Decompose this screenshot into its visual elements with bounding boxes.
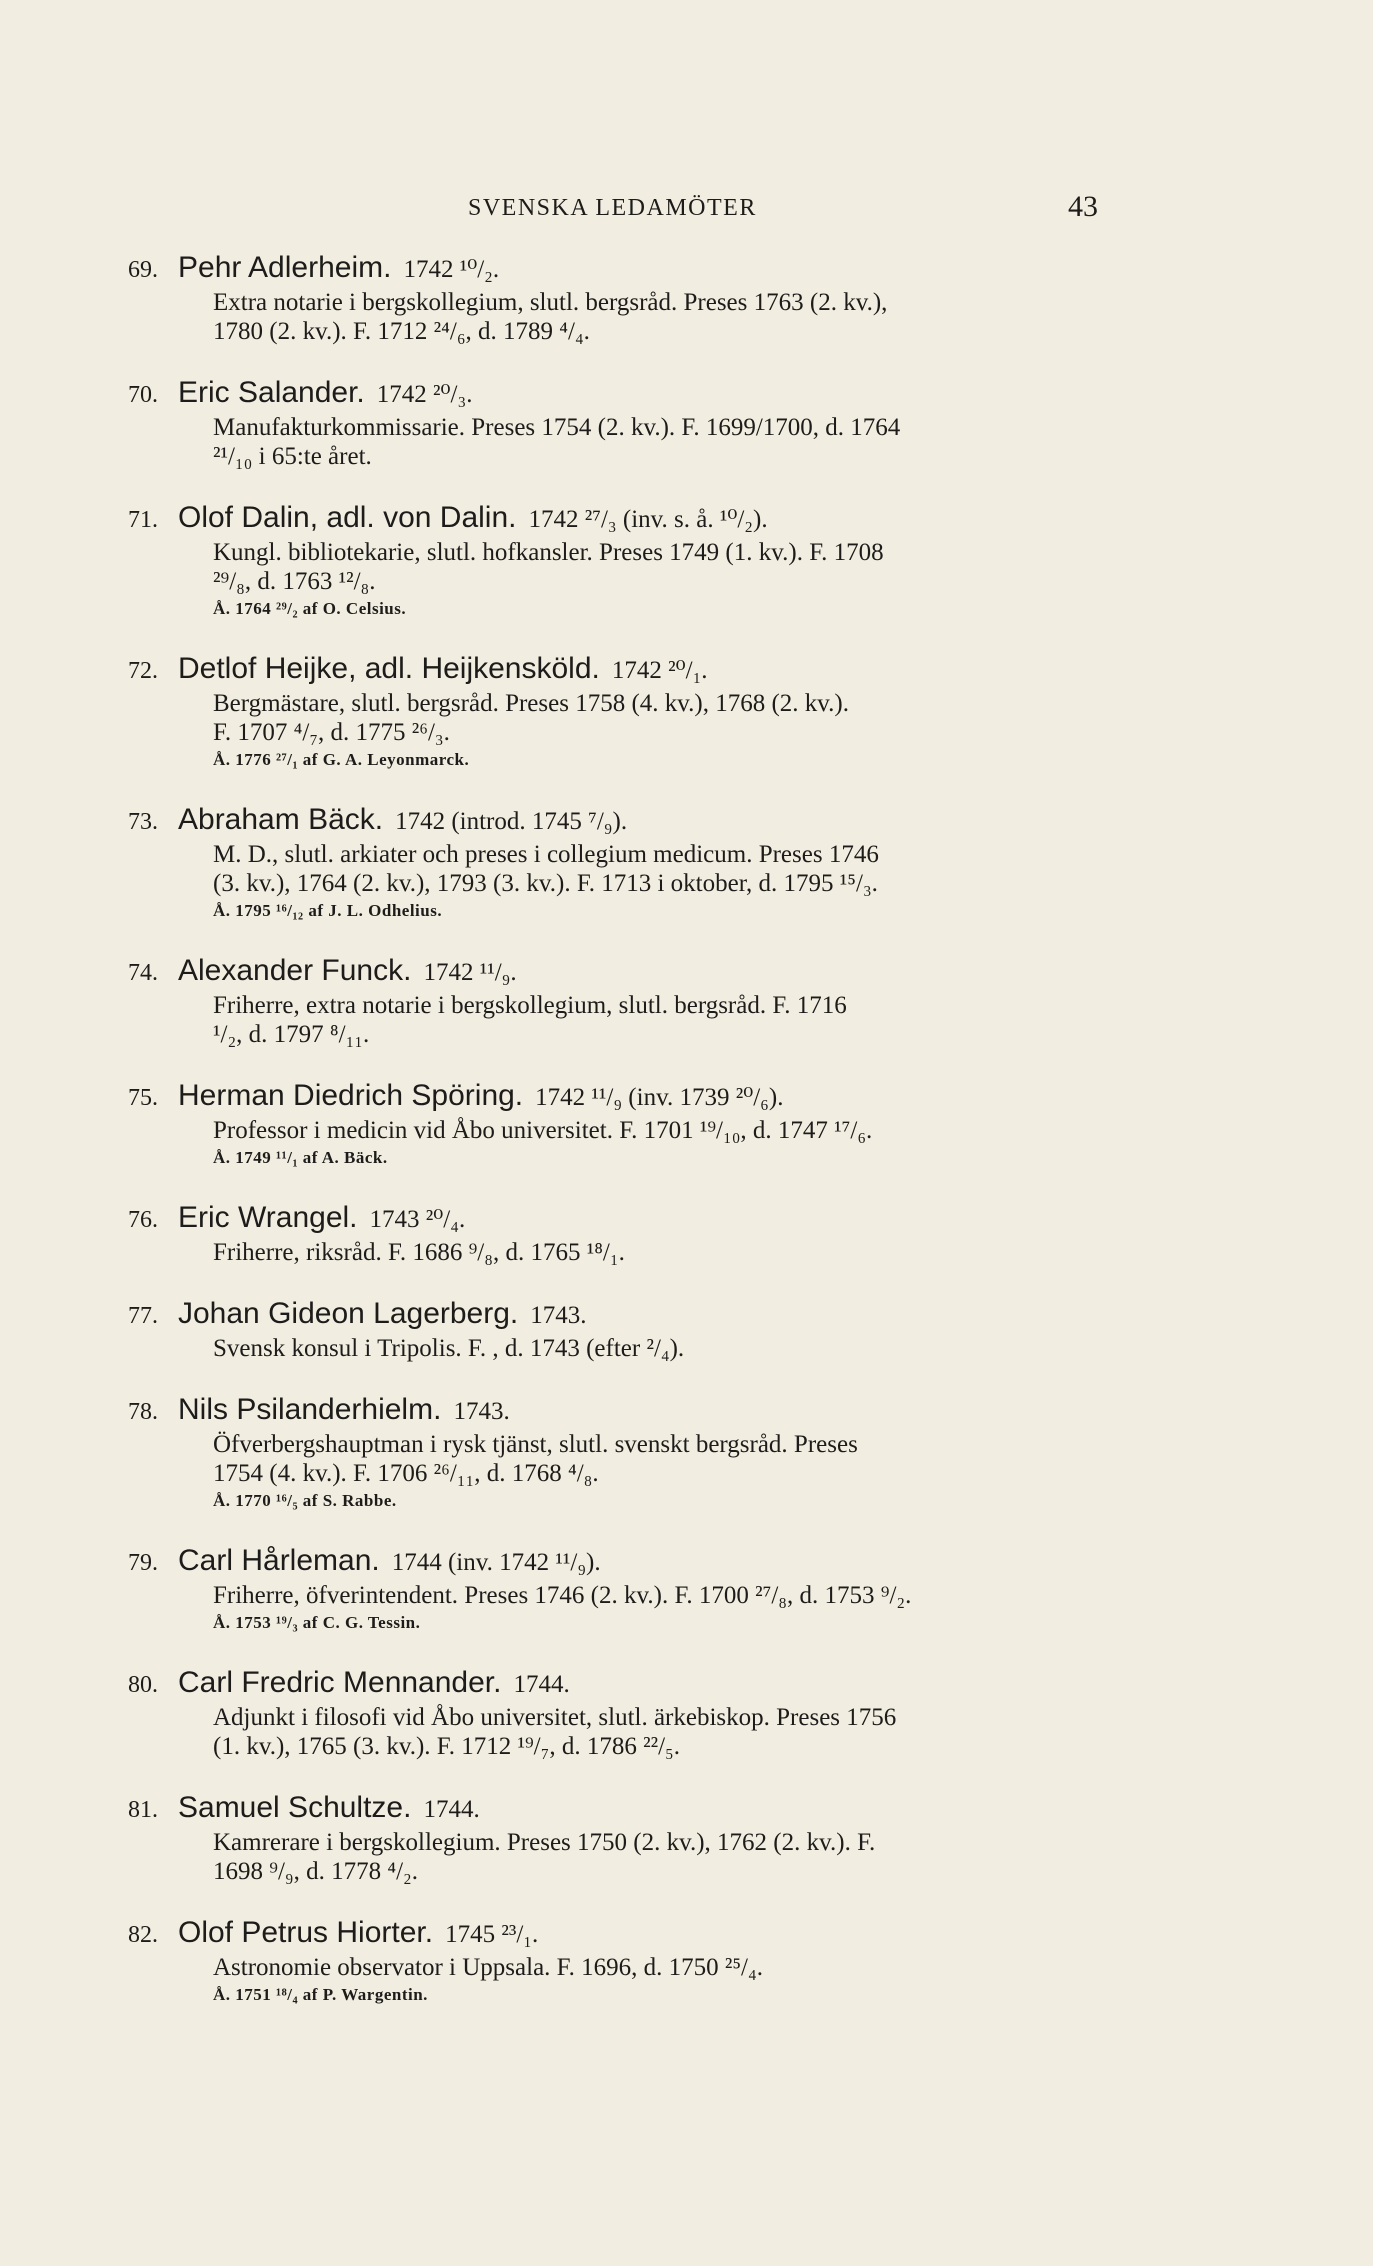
member-entry — [128, 500, 1128, 622]
entry-description-line: ¹/₂, d. 1797 ⁸/₁₁. — [213, 1021, 370, 1048]
entry-heading — [128, 375, 1128, 413]
entry-description-line: Professor i medicin vid Åbo universitet. F. 1701 ¹⁹/₁₀, d. 1747 ¹⁷/₆. — [213, 1117, 873, 1144]
member-name: Carl Fredric Mennander. — [178, 1666, 502, 1699]
eulogy-note: Å. 1751 ¹⁸/₄ af P. Wargentin. — [213, 1985, 428, 2004]
election-date: 1743. — [530, 1302, 587, 1329]
entry-heading — [128, 1200, 1128, 1238]
election-date: 1742 ¹⁰/₂. — [403, 256, 500, 283]
entry-description-line: Extra notarie i bergskollegium, slutl. bergsråd. Preses 1763 (2. kv.), — [213, 289, 888, 316]
election-date: 1742 ¹¹/₉ (inv. 1739 ²⁰/₆). — [535, 1084, 784, 1111]
eulogy-note: Å. 1795 ¹⁶/₁₂ af J. L. Odhelius. — [213, 901, 443, 920]
election-date: 1742 (introd. 1745 ⁷/₉). — [395, 808, 628, 835]
eulogy-note: Å. 1749 ¹¹/₁ af A. Bäck. — [213, 1148, 388, 1167]
member-entry — [128, 802, 1128, 924]
entry-description-line: Bergmästare, slutl. bergsråd. Preses 1758 (4. kv.), 1768 (2. kv.). — [213, 690, 849, 717]
entry-description-line: 1780 (2. kv.). F. 1712 ²⁴/₆, d. 1789 ⁴/₄. — [213, 318, 590, 345]
entry-heading — [128, 500, 1128, 538]
member-name: Johan Gideon Lagerberg. — [178, 1297, 519, 1330]
member-name: Alexander Funck. — [178, 954, 412, 987]
election-date: 1742 ¹¹/₉. — [423, 959, 517, 986]
entry-number: 70. — [128, 382, 158, 408]
member-name: Herman Diedrich Spöring. — [178, 1079, 524, 1112]
member-entry — [128, 953, 1128, 1049]
entry-heading — [128, 1543, 1128, 1581]
member-entry — [128, 250, 1128, 346]
entry-number: 80. — [128, 1672, 158, 1698]
member-entries — [128, 250, 1128, 2037]
member-name: Eric Wrangel. — [178, 1201, 358, 1234]
election-date: 1743. — [453, 1398, 510, 1425]
entry-description-line: Friherre, öfverintendent. Preses 1746 (2. kv.). F. 1700 ²⁷/₈, d. 1753 ⁹/₂. — [213, 1582, 912, 1609]
entry-description-line: (3. kv.), 1764 (2. kv.), 1793 (3. kv.). F. 1713 i oktober, d. 1795 ¹⁵/₃. — [213, 870, 878, 897]
running-head: SVENSKA LEDAMÖTER — [468, 195, 757, 221]
entry-number: 72. — [128, 658, 158, 684]
election-date: 1744 (inv. 1742 ¹¹/₉). — [391, 1549, 601, 1576]
member-name: Abraham Bäck. — [178, 803, 384, 836]
member-name: Samuel Schultze. — [178, 1791, 412, 1824]
page-number: 43 — [1068, 190, 1098, 223]
eulogy-note: Å. 1770 ¹⁶/₅ af S. Rabbe. — [213, 1491, 397, 1510]
entry-description-line: F. 1707 ⁴/₇, d. 1775 ²⁶/₃. — [213, 719, 450, 746]
entry-number: 69. — [128, 257, 158, 283]
entry-heading — [128, 953, 1128, 991]
entry-description-line: (1. kv.), 1765 (3. kv.). F. 1712 ¹⁹/₇, d. 1786 ²²/₅. — [213, 1733, 680, 1760]
entry-description-line: Friherre, extra notarie i bergskollegium, slutl. bergsråd. F. 1716 — [213, 992, 847, 1019]
entry-number: 78. — [128, 1399, 158, 1425]
member-entry — [128, 1392, 1128, 1514]
entry-heading — [128, 651, 1128, 689]
entry-heading — [128, 1078, 1128, 1116]
entry-number: 74. — [128, 960, 158, 986]
member-entry — [128, 1200, 1128, 1267]
entry-heading — [128, 1790, 1128, 1828]
entry-number: 76. — [128, 1207, 158, 1233]
member-entry — [128, 1078, 1128, 1171]
entry-description-line: Astronomie observator i Uppsala. F. 1696, d. 1750 ²⁵/₄. — [213, 1954, 763, 1981]
entry-description-line: Öfverbergshauptman i rysk tjänst, slutl. svenskt bergsråd. Preses — [213, 1431, 858, 1458]
election-date: 1743 ²⁰/₄. — [369, 1206, 466, 1233]
election-date: 1744. — [423, 1796, 480, 1823]
member-entry — [128, 1296, 1128, 1363]
member-entry — [128, 1915, 1128, 2008]
entry-heading — [128, 250, 1128, 288]
entry-heading — [128, 1392, 1128, 1430]
eulogy-note: Å. 1776 ²⁷/₁ af G. A. Leyonmarck. — [213, 750, 470, 769]
member-entry — [128, 1665, 1128, 1761]
member-name: Pehr Adlerheim. — [178, 251, 392, 284]
entry-description-line: M. D., slutl. arkiater och preses i collegium medicum. Preses 1746 — [213, 841, 879, 868]
member-name: Carl Hårleman. — [178, 1544, 380, 1577]
entry-heading — [128, 802, 1128, 840]
entry-heading — [128, 1915, 1128, 1953]
entry-description-line: Kungl. bibliotekarie, slutl. hofkansler. Preses 1749 (1. kv.). F. 1708 — [213, 539, 884, 566]
member-name: Olof Petrus Hiorter. — [178, 1916, 434, 1949]
entry-number: 73. — [128, 809, 158, 835]
member-entry — [128, 1790, 1128, 1886]
entry-number: 82. — [128, 1922, 158, 1948]
entry-description-line: ²⁹/₈, d. 1763 ¹²/₈. — [213, 568, 376, 595]
election-date: 1742 ²⁰/₁. — [611, 657, 708, 684]
member-entry — [128, 651, 1128, 773]
election-date: 1745 ²³/₁. — [445, 1921, 539, 1948]
entry-heading — [128, 1665, 1128, 1703]
entry-description-line: Svensk konsul i Tripolis. F. , d. 1743 (efter ²/₄). — [213, 1335, 685, 1362]
entry-heading — [128, 1296, 1128, 1334]
member-name: Eric Salander. — [178, 376, 365, 409]
entry-number: 75. — [128, 1085, 158, 1111]
entry-description-line: Kamrerare i bergskollegium. Preses 1750 (2. kv.), 1762 (2. kv.). F. — [213, 1829, 876, 1856]
entry-description-line: 1754 (4. kv.). F. 1706 ²⁶/₁₁, d. 1768 ⁴/₈. — [213, 1460, 599, 1487]
entry-number: 81. — [128, 1797, 158, 1823]
election-date: 1744. — [513, 1671, 570, 1698]
entry-number: 79. — [128, 1550, 158, 1576]
member-entry — [128, 375, 1128, 471]
election-date: 1742 ²⁷/₃ (inv. s. å. ¹⁰/₂). — [528, 506, 768, 533]
election-date: 1742 ²⁰/₃. — [376, 381, 473, 408]
member-name: Detlof Heijke, adl. Heijkensköld. — [178, 652, 600, 685]
member-name: Olof Dalin, adl. von Dalin. — [178, 501, 517, 534]
entry-description-line: Manufakturkommissarie. Preses 1754 (2. kv.). F. 1699/1700, d. 1764 — [213, 414, 901, 441]
entry-number: 77. — [128, 1303, 158, 1329]
entry-description-line: 1698 ⁹/₉, d. 1778 ⁴/₂. — [213, 1858, 419, 1885]
entry-description-line: Friherre, riksråd. F. 1686 ⁹/₈, d. 1765 ¹⁸/₁. — [213, 1239, 625, 1266]
member-entry — [128, 1543, 1128, 1636]
entry-description-line: ²¹/₁₀ i 65:te året. — [213, 443, 372, 470]
entry-number: 71. — [128, 507, 158, 533]
eulogy-note: Å. 1753 ¹⁹/₃ af C. G. Tessin. — [213, 1613, 421, 1632]
eulogy-note: Å. 1764 ²⁹/₂ af O. Celsius. — [213, 599, 407, 618]
member-name: Nils Psilanderhielm. — [178, 1393, 442, 1426]
entry-description-line: Adjunkt i filosofi vid Åbo universitet, slutl. ärkebiskop. Preses 1756 — [213, 1704, 897, 1731]
